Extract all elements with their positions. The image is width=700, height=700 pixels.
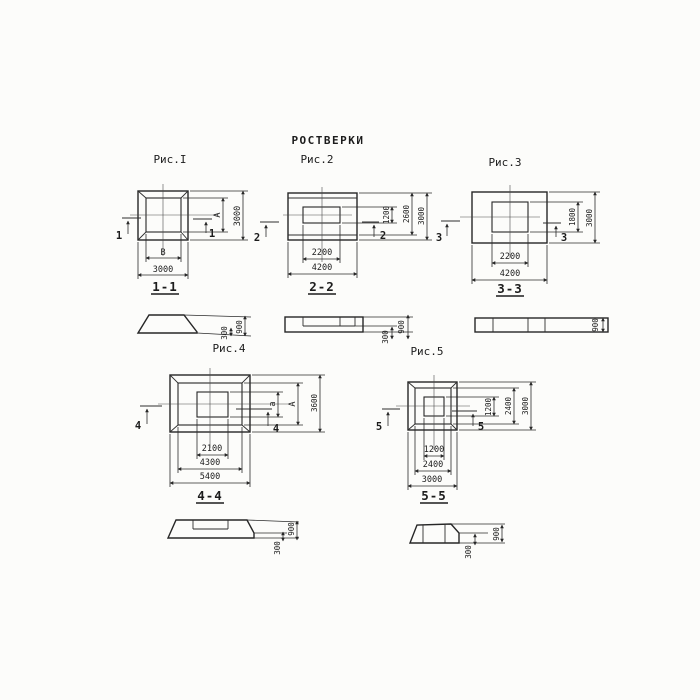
figure-5 — [376, 345, 536, 559]
figure-3-dim-outer-height: 3000 — [585, 208, 594, 228]
figure-4-dim-mid-width: 4300 — [199, 458, 221, 468]
figure-4-dim-outer-height: 3600 — [310, 393, 319, 413]
figure-2-caption: Рис.2 — [300, 153, 334, 166]
section-4-view — [168, 520, 299, 555]
figure-5-dim-outer-width: 3000 — [421, 475, 443, 485]
figure-4-caption: Рис.4 — [212, 342, 246, 355]
figure-3-dim-outer-width: 4200 — [499, 269, 521, 279]
figure-5-dim-outer-height: 3000 — [521, 396, 530, 416]
section-5-dim-total: 900 — [492, 527, 501, 541]
figure-2-dim-outer-width: 4200 — [311, 263, 333, 273]
figure-4-cut-marks — [135, 406, 279, 435]
figure-1-centerlines — [130, 184, 218, 256]
figure-4 — [135, 342, 325, 555]
figure-3-caption: Рис.3 — [488, 156, 522, 169]
figure-5-dim-inner-width: 1200 — [423, 445, 445, 455]
section-1-dim-edge: 300 — [220, 326, 229, 340]
section-5-title: 5-5 — [421, 488, 447, 503]
figure-3-dim-inner-width: 2200 — [499, 252, 521, 262]
figure-1-dim-outer-width: 3000 — [152, 265, 174, 275]
figure-2-dim-opening-height: 1200 — [382, 205, 391, 225]
figure-5-dim-inner-height: 1200 — [484, 397, 493, 417]
figure-1-dim-inner-height: А — [213, 212, 223, 218]
figure-4-dim-inner-width: 2100 — [201, 444, 223, 454]
section-3-dim-total: 900 — [591, 318, 600, 332]
figure-2-dim-inner-width: 2200 — [311, 248, 333, 258]
section-3-view — [475, 318, 608, 332]
figure-3 — [436, 156, 608, 332]
figure-5-dimensions — [408, 382, 536, 490]
figure-1-cut-marks — [116, 218, 215, 242]
section-1-view — [138, 315, 251, 340]
section-2-view — [285, 315, 413, 344]
section-4-dim-edge: 300 — [273, 541, 282, 555]
figure-5-centerlines — [396, 375, 470, 450]
section-3-title: 3-3 — [497, 281, 523, 296]
sheet-title: РОСТВЕРКИ — [291, 134, 365, 147]
figure-2-dimensions — [288, 193, 432, 278]
section-2-dim-edge: 300 — [381, 330, 390, 344]
figure-4-dim-outer-width: 5400 — [199, 472, 221, 482]
section-5-dim-edge: 300 — [464, 545, 473, 559]
section-2-title: 2-2 — [309, 279, 335, 294]
figure-4-dim-mid-height: А — [288, 401, 298, 407]
figure-4-dim-inner-height: а — [268, 401, 278, 407]
section-4-title: 4-4 — [197, 488, 223, 503]
figure-1 — [116, 153, 251, 340]
figure-5-cut-label-mid: 5 — [477, 421, 485, 433]
figure-4-dimensions — [170, 375, 325, 487]
section-2-dim-total: 900 — [397, 320, 406, 334]
figure-2-cut-label-left: 2 — [253, 232, 261, 244]
figure-3-dim-opening-height: 1800 — [568, 207, 577, 227]
section-1-title: 1-1 — [152, 279, 178, 294]
figure-3-dimensions — [472, 192, 600, 284]
figure-2-cut-label-mid: 2 — [379, 230, 387, 242]
figure-1-cut-label-right: 1 — [208, 228, 216, 240]
figure-4-cut-label-left: 4 — [134, 420, 142, 432]
figure-1-dim-outer-height: 3000 — [233, 205, 243, 227]
figure-5-caption: Рис.5 — [410, 345, 444, 358]
figure-4-cut-label-mid: 4 — [272, 423, 280, 435]
figure-2-dim-outer-height: 3000 — [417, 206, 426, 226]
figure-1-dimensions — [138, 191, 248, 279]
section-4-dim-total: 900 — [287, 522, 296, 536]
figure-1-caption: Рис.I — [153, 153, 187, 166]
figure-2-dim-mid-height: 2600 — [402, 204, 411, 224]
figure-1-dim-inner-width: В — [160, 248, 166, 258]
figure-3-cut-label-left: 3 — [435, 232, 443, 244]
figure-1-cut-label-left: 1 — [115, 230, 123, 242]
section-5-view — [410, 524, 505, 559]
figure-5-dim-mid-width: 2400 — [422, 460, 444, 470]
section-1-dim-total: 900 — [235, 320, 244, 334]
figure-5-dim-mid-height: 2400 — [504, 396, 513, 416]
figure-5-plan — [396, 375, 470, 450]
figure-1-plan — [130, 184, 218, 256]
figure-3-plan — [460, 185, 547, 258]
figure-5-cut-label-left: 5 — [375, 421, 383, 433]
figure-2 — [254, 153, 432, 344]
figure-3-cut-label-mid: 3 — [560, 232, 568, 244]
